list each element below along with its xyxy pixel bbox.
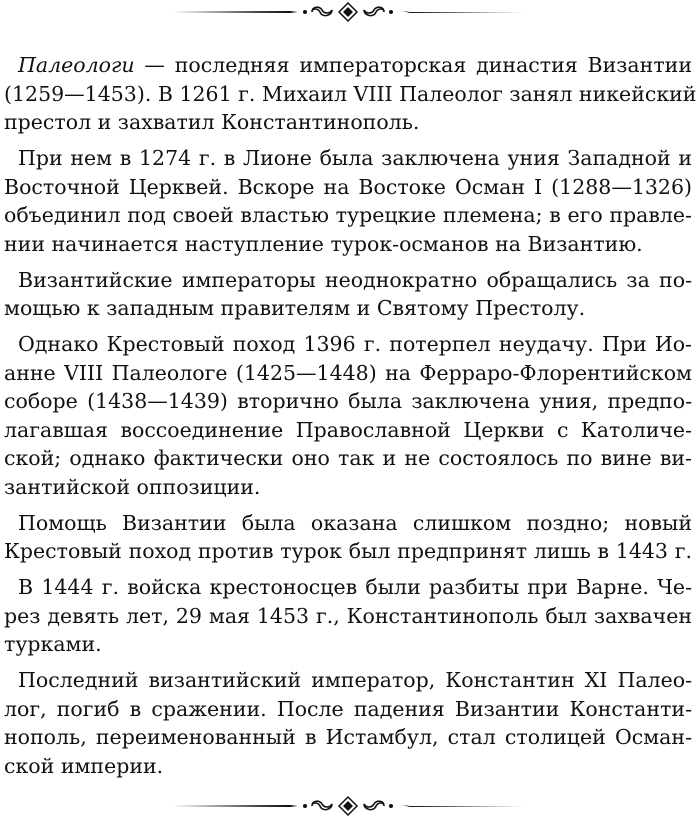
text-line: анне VIII Палеологе (1425—1448) на Ферраро-Флорентийском — [4, 360, 692, 385]
text-line: При нем в 1274 г. в Лионе была заключена уния Западной и — [18, 146, 692, 170]
text-line: лагавшая воссоединение Православной Церкви с Католиче- — [4, 417, 692, 442]
body-text — [4, 51, 696, 788]
paragraph-1 — [4, 51, 696, 137]
text-line: соборе (1438—1439) вторично была заключена уния, предпо- — [4, 389, 692, 413]
paragraph-6 — [4, 573, 692, 659]
ornament-divider-bottom — [0, 794, 696, 818]
text-line: турками. — [4, 632, 102, 656]
text-line: ской; однако фактически оно так и не состоялось по вине ви- — [4, 446, 692, 470]
text-line: нополь, переименованный в Истамбул, стал столицей Осман- — [4, 725, 692, 749]
paragraph-2 — [4, 144, 692, 258]
text-line: ской империи. — [4, 753, 164, 778]
text-segment: — последняя императорская династия Византии — [134, 53, 692, 77]
paragraph-7 — [4, 666, 692, 780]
text-line: (1259—1453). В 1261 г. Михаил VIII Палеолог занял никейский — [4, 81, 696, 106]
ornament-icon — [172, 797, 524, 815]
text-line — [4, 51, 692, 80]
term-italic: Палеологи — [18, 53, 135, 77]
text-line: Однако Крестовый поход 1396 г. потерпел неудачу. При Ио- — [18, 332, 692, 356]
text-line: лог, погиб в сражении. После падения Византии Константи- — [4, 696, 692, 721]
paragraph-4 — [4, 330, 692, 501]
text-line: Восточной Церквей. Вскоре на Востоке Осман I (1288—1326) — [4, 174, 692, 199]
ornament-icon — [172, 3, 524, 21]
text-line: зантийской оппозиции. — [4, 474, 261, 499]
text-line: Помощь Византии была оказана слишком поздно; новый — [18, 510, 692, 535]
text-line: нии начинается наступление турок-османов на Византию. — [4, 231, 643, 256]
text-line: рез девять лет, 29 мая 1453 г., Константинополь был захвачен — [4, 603, 692, 628]
text-line: Последний византийский император, Константин XI Палео- — [18, 668, 692, 692]
text-line: В 1444 г. войска крестоносцев были разбиты при Варне. Че- — [18, 575, 692, 599]
ornament-divider-top — [0, 0, 696, 24]
text-line: Византийские императоры неоднократно обращались за по- — [18, 267, 692, 292]
text-line: престол и захватил Константинополь. — [4, 110, 420, 134]
paragraph-5 — [4, 509, 692, 566]
text-line: мощью к западным правителям и Святому Престолу. — [4, 296, 586, 320]
text-line: Крестовый поход против турок был предпринят лишь в 1443 г. — [4, 539, 692, 563]
paragraph-3 — [4, 266, 692, 323]
text-line: объединил под своей властью турецкие племена; в его правле- — [4, 203, 692, 227]
